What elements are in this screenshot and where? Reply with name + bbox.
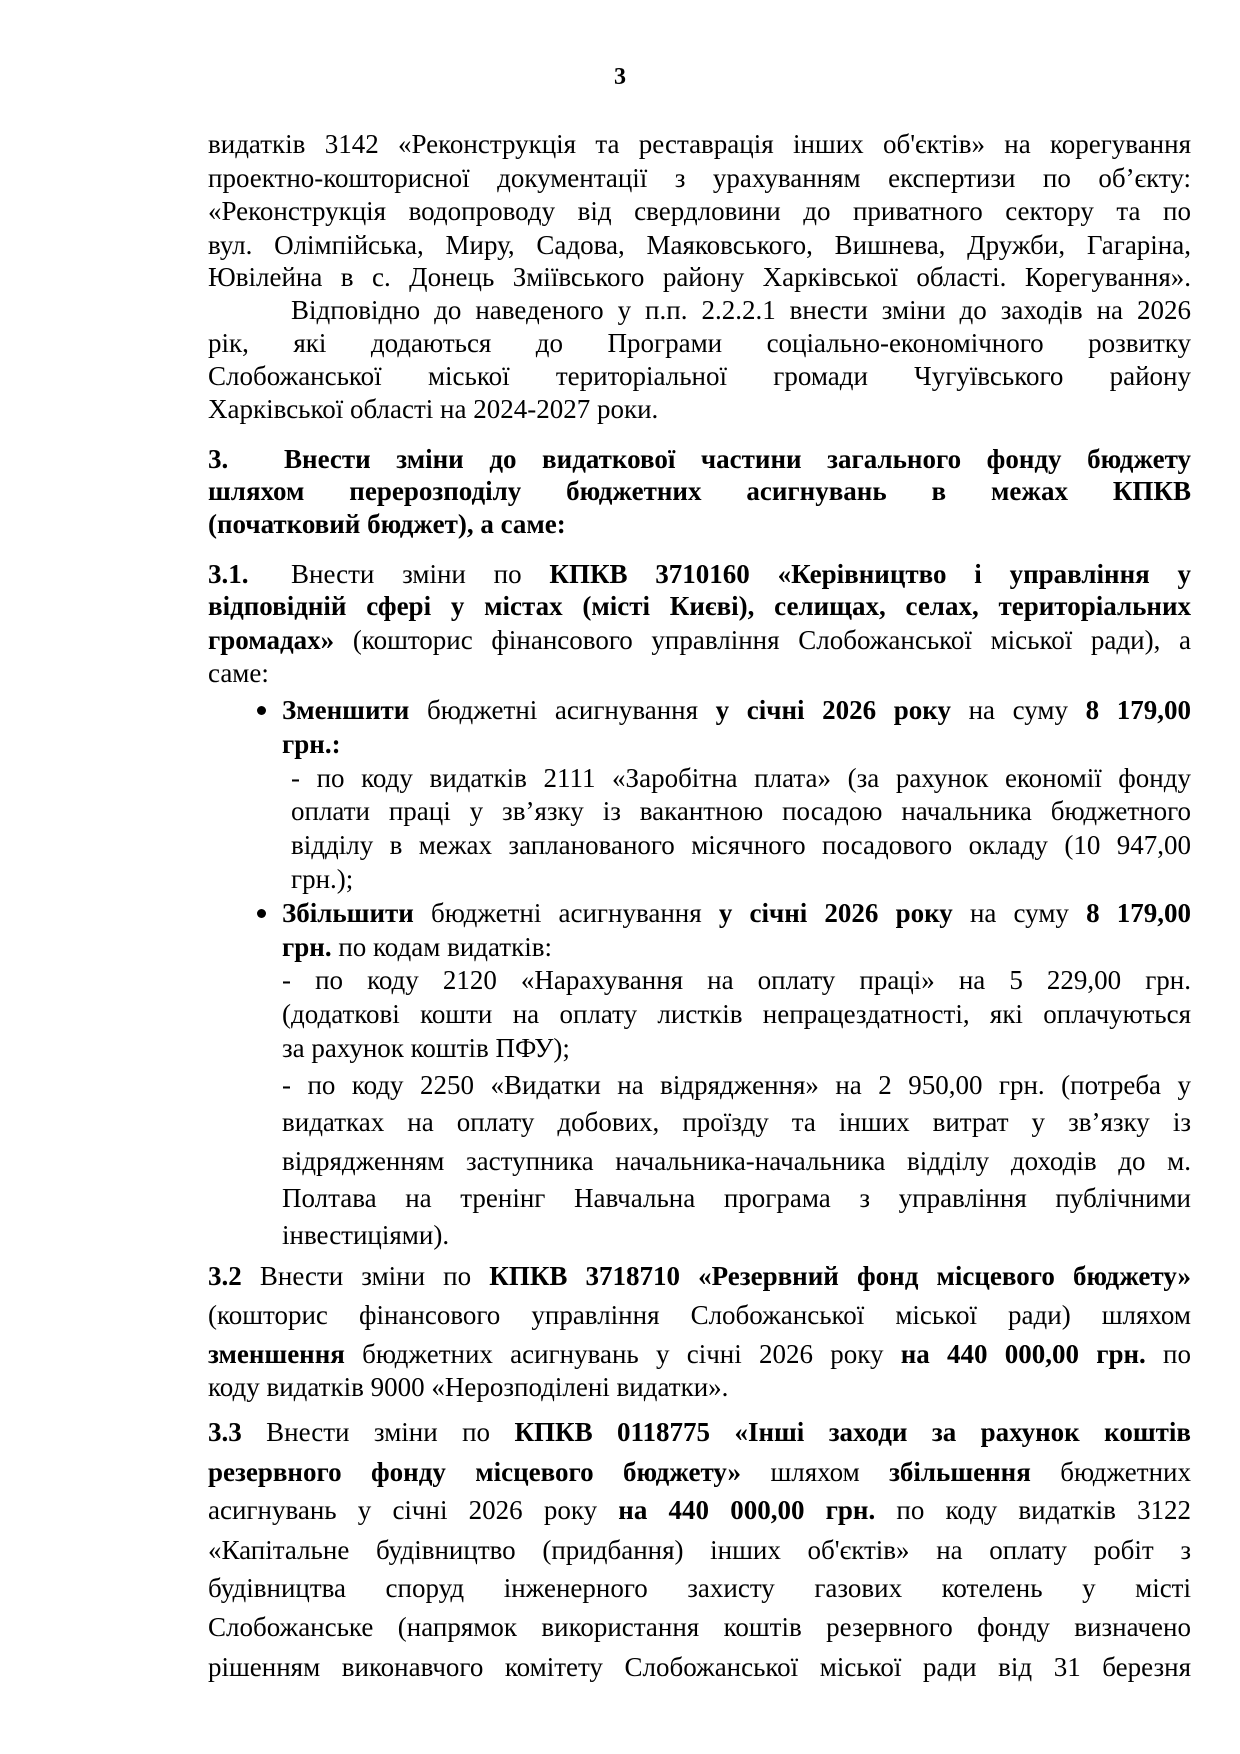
bold-text: 8 179,00 bbox=[1085, 695, 1191, 725]
text: на суму bbox=[950, 695, 1086, 725]
text: Внести зміни по bbox=[241, 1417, 515, 1447]
text: проектно-кошторисної документації з урахуванням експертизи по об’єкту: bbox=[208, 163, 1191, 193]
bold-text: 3.3 bbox=[208, 1417, 242, 1447]
text-line bbox=[208, 392, 1191, 426]
bullet-icon bbox=[257, 706, 266, 715]
bold-text: 8 179,00 bbox=[1086, 898, 1191, 928]
text-line bbox=[282, 1031, 1191, 1065]
text: бюджетних асигнувань у січні 2026 року bbox=[344, 1339, 901, 1369]
text: «Реконструкція водопроводу від свердловини до приватного сектору та по bbox=[208, 196, 1191, 226]
bold-text: у січні 2026 року bbox=[718, 898, 953, 928]
text: бюджетні асигнування bbox=[413, 898, 719, 928]
text-line bbox=[208, 589, 1191, 623]
bold-text: на 440 000,00 грн. bbox=[618, 1495, 876, 1525]
bold-text: громадах» bbox=[208, 625, 335, 655]
text-line bbox=[282, 997, 1191, 1031]
text: бюджетні асигнування bbox=[409, 695, 716, 725]
text: Слобожанське (напрямок використання коштів резервного фонду визначено bbox=[208, 1612, 1191, 1642]
text-line bbox=[291, 557, 1191, 591]
text: (додаткові кошти на оплату листків непрацездатності, які оплачуються bbox=[282, 999, 1191, 1029]
text-line bbox=[208, 1493, 1191, 1527]
bold-text: збільшення bbox=[889, 1457, 1031, 1487]
bold-text: резервного фонду місцевого бюджету» bbox=[208, 1457, 742, 1487]
text-line bbox=[282, 693, 1191, 727]
text-line bbox=[282, 1068, 1191, 1102]
text-line bbox=[208, 1370, 1191, 1404]
text: саме: bbox=[208, 658, 269, 688]
text-line bbox=[208, 656, 1191, 690]
bold-text: (початковий бюджет), а саме: bbox=[208, 509, 566, 539]
text-line bbox=[282, 963, 1191, 997]
text: (кошторис фінансового управління Слобожанської міської ради), а bbox=[334, 625, 1191, 655]
bold-text: на 440 000,00 грн. bbox=[900, 1339, 1146, 1369]
bold-text: відповідній сфері у містах (місті Києві), селищах, селах, територіальних bbox=[208, 591, 1191, 621]
text: по коду видатків 3122 bbox=[875, 1495, 1192, 1525]
text: вул. Олімпійська, Миру, Садова, Маяковського, Вишнева, Дружби, Гагаріна, bbox=[208, 230, 1191, 260]
text-line bbox=[208, 260, 1191, 294]
bold-text: шляхом перерозподілу бюджетних асигнувань в межах КПКВ bbox=[208, 476, 1191, 506]
text: (кошторис фінансового управління Слобожанської міської ради) шляхом bbox=[208, 1300, 1191, 1330]
bold-text: у січні 2026 року bbox=[715, 695, 951, 725]
bold-text: КПКВ 0118775 «Інші заходи за рахунок коштів bbox=[514, 1417, 1191, 1447]
text: «Капітальне будівництво (придбання) інших об'єктів» на оплату робіт з bbox=[208, 1535, 1191, 1565]
text-line bbox=[282, 1144, 1191, 1178]
text: на суму bbox=[952, 898, 1087, 928]
text: відділу в межах запланованого місячного посадового окладу (10 947,00 bbox=[291, 830, 1191, 860]
text: бюджетних bbox=[1030, 1457, 1191, 1487]
text-line bbox=[291, 794, 1191, 828]
text-line bbox=[282, 1181, 1191, 1215]
bold-text: грн. bbox=[282, 932, 332, 962]
text-line bbox=[208, 1650, 1191, 1684]
page-number: 3 bbox=[614, 64, 626, 90]
text-line bbox=[208, 194, 1191, 228]
bold-text: Внести зміни до видаткової частини загального фонду бюджету bbox=[284, 444, 1191, 474]
text-line bbox=[208, 1610, 1191, 1644]
text: по bbox=[1145, 1339, 1192, 1369]
text: грн.); bbox=[291, 864, 354, 894]
text-line bbox=[208, 326, 1191, 360]
text-line bbox=[282, 930, 1191, 964]
text-line bbox=[208, 623, 1191, 657]
bold-text: 3.2 bbox=[208, 1261, 242, 1291]
text-line bbox=[282, 727, 1191, 761]
text-line bbox=[208, 1571, 1191, 1605]
text-line bbox=[208, 507, 1191, 541]
text: відрядженням заступника начальника-начальника відділу доходів до м. bbox=[282, 1146, 1191, 1176]
text: рішенням виконавчого комітету Слобожанської міської ради від 31 березня bbox=[208, 1652, 1191, 1682]
text: Ювілейна в с. Донець Зміївського району Харківської області. Корегування». bbox=[208, 262, 1191, 292]
text-line bbox=[208, 1298, 1191, 1332]
text: оплати праці у зв’язку із вакантною посадою начальника бюджетного bbox=[291, 796, 1191, 826]
text-line bbox=[208, 1533, 1191, 1567]
text-line bbox=[208, 359, 1191, 393]
text-line bbox=[208, 474, 1191, 508]
section-number: 3.1. bbox=[208, 559, 249, 589]
text-line bbox=[208, 1337, 1191, 1371]
text-line bbox=[284, 442, 1191, 476]
text: будівництва споруд інженерного захисту газових котелень у місті bbox=[208, 1573, 1191, 1603]
text-line bbox=[208, 1259, 1191, 1293]
text-line bbox=[291, 293, 1191, 327]
text: інвестиціями). bbox=[282, 1220, 450, 1250]
text: Полтава на тренінг Навчальна програма з управління публічними bbox=[282, 1183, 1191, 1213]
bold-text: зменшення bbox=[208, 1339, 345, 1369]
bold-text: грн.: bbox=[282, 729, 341, 759]
text: - по коду 2250 «Видатки на відрядження» на 2 950,00 грн. (потреба у bbox=[282, 1070, 1191, 1100]
bold-text: КПКВ 3718710 «Резервний фонд місцевого бюджету» bbox=[489, 1261, 1191, 1291]
text-line bbox=[208, 161, 1191, 195]
text: видатків 3142 «Реконструкція та реставрація інших об'єктів» на корегування bbox=[208, 129, 1191, 159]
text: рік, які додаються до Програми соціально-економічного розвитку bbox=[208, 328, 1191, 358]
text: Харківської області на 2024-2027 роки. bbox=[208, 394, 659, 424]
text: - по коду видатків 2111 «Заробітна плата» (за рахунок економії фонду bbox=[291, 763, 1191, 793]
text-line bbox=[291, 828, 1191, 862]
bold-text: Зменшити bbox=[282, 695, 410, 725]
text: Внести зміни по bbox=[291, 559, 550, 589]
section-number: 3. bbox=[208, 444, 229, 474]
bold-text: КПКВ 3710160 «Керівництво і управління у bbox=[549, 559, 1191, 589]
text-line bbox=[208, 228, 1191, 262]
text: Слобожанської міської територіальної громади Чугуївського району bbox=[208, 361, 1191, 391]
text-line bbox=[208, 127, 1191, 161]
text-line bbox=[282, 896, 1191, 930]
text: шляхом bbox=[741, 1457, 890, 1487]
text-line bbox=[291, 761, 1191, 795]
text: Внести зміни по bbox=[241, 1261, 490, 1291]
text-line bbox=[282, 1105, 1191, 1139]
text: видатках на оплату добових, проїзду та інших витрат у зв’язку із bbox=[282, 1107, 1191, 1137]
text: Відповідно до наведеного у п.п. 2.2.2.1 внести зміни до заходів на 2026 bbox=[291, 295, 1191, 325]
text: асигнувань у січні 2026 року bbox=[208, 1495, 619, 1525]
text: - по коду 2120 «Нарахування на оплату праці» на 5 229,00 грн. bbox=[282, 965, 1191, 995]
text: по кодам видатків: bbox=[331, 932, 552, 962]
text-line bbox=[208, 1415, 1191, 1449]
bullet-icon bbox=[257, 909, 266, 918]
bold-text: Збільшити bbox=[282, 898, 414, 928]
text-line bbox=[282, 1218, 1191, 1252]
text: за рахунок коштів ПФУ); bbox=[282, 1033, 570, 1063]
text-line bbox=[208, 1455, 1191, 1489]
text: коду видатків 9000 «Нерозподілені видатки». bbox=[208, 1372, 729, 1402]
text-line bbox=[291, 862, 1191, 896]
